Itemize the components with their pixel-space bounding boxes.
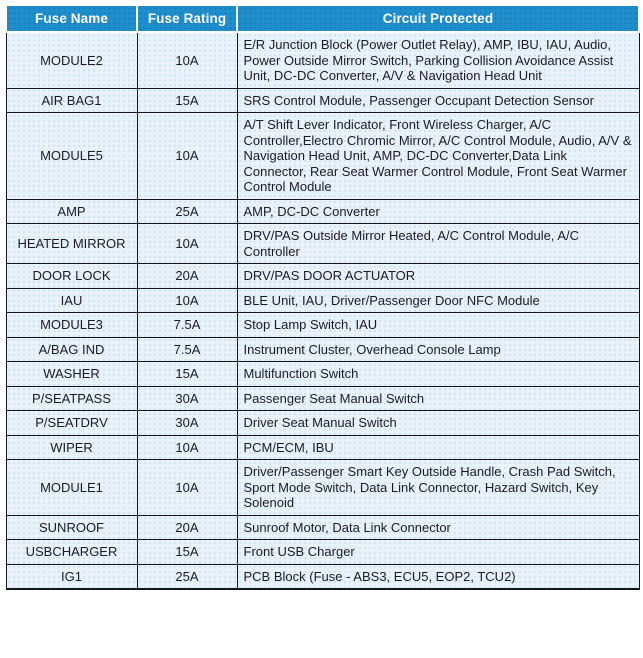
table-row bbox=[6, 564, 639, 589]
fuse-name-cell: DOOR LOCK bbox=[6, 264, 137, 289]
table-row bbox=[6, 540, 639, 565]
fuse-table-header bbox=[6, 5, 639, 32]
circuit-protected-cell: BLE Unit, IAU, Driver/Passenger Door NFC Module bbox=[237, 288, 639, 313]
fuse-rating-cell: 10A bbox=[137, 224, 237, 264]
fuse-name-cell: P/SEATPASS bbox=[6, 386, 137, 411]
table-row bbox=[6, 88, 639, 113]
circuit-protected-cell: PCM/ECM, IBU bbox=[237, 435, 639, 460]
fuse-name-cell: MODULE3 bbox=[6, 313, 137, 338]
fuse-name-cell: USBCHARGER bbox=[6, 540, 137, 565]
table-row bbox=[6, 411, 639, 436]
circuit-protected-cell: Front USB Charger bbox=[237, 540, 639, 565]
fuse-name-cell: A/BAG IND bbox=[6, 337, 137, 362]
table-row bbox=[6, 313, 639, 338]
circuit-protected-cell: Driver/Passenger Smart Key Outside Handle, Crash Pad Switch, Sport Mode Switch, Data Link Connector, Hazard Switch, Key Solenoid bbox=[237, 460, 639, 516]
circuit-protected-cell: Sunroof Motor, Data Link Connector bbox=[237, 515, 639, 540]
fuse-name-cell: SUNROOF bbox=[6, 515, 137, 540]
table-row bbox=[6, 199, 639, 224]
fuse-name-cell: MODULE2 bbox=[6, 32, 137, 88]
fuse-rating-cell: 10A bbox=[137, 32, 237, 88]
fuse-table-body bbox=[6, 32, 639, 589]
circuit-protected-cell: Multifunction Switch bbox=[237, 362, 639, 387]
column-header-fuse-rating: Fuse Rating bbox=[137, 5, 237, 32]
table-row bbox=[6, 288, 639, 313]
circuit-protected-cell: Passenger Seat Manual Switch bbox=[237, 386, 639, 411]
fuse-name-cell: MODULE5 bbox=[6, 113, 137, 200]
table-row bbox=[6, 515, 639, 540]
circuit-protected-cell: AMP, DC-DC Converter bbox=[237, 199, 639, 224]
fuse-table bbox=[5, 4, 640, 590]
fuse-name-cell: WASHER bbox=[6, 362, 137, 387]
fuse-rating-cell: 25A bbox=[137, 199, 237, 224]
fuse-rating-cell: 10A bbox=[137, 288, 237, 313]
fuse-name-cell: WIPER bbox=[6, 435, 137, 460]
table-row bbox=[6, 264, 639, 289]
table-row bbox=[6, 386, 639, 411]
fuse-rating-cell: 20A bbox=[137, 515, 237, 540]
fuse-name-cell: IAU bbox=[6, 288, 137, 313]
circuit-protected-cell: Driver Seat Manual Switch bbox=[237, 411, 639, 436]
circuit-protected-cell: Instrument Cluster, Overhead Console Lamp bbox=[237, 337, 639, 362]
header-row bbox=[6, 5, 639, 32]
circuit-protected-cell: DRV/PAS Outside Mirror Heated, A/C Control Module, A/C Controller bbox=[237, 224, 639, 264]
fuse-rating-cell: 25A bbox=[137, 564, 237, 589]
table-row bbox=[6, 362, 639, 387]
fuse-name-cell: AMP bbox=[6, 199, 137, 224]
table-row bbox=[6, 224, 639, 264]
circuit-protected-cell: Stop Lamp Switch, IAU bbox=[237, 313, 639, 338]
circuit-protected-cell: E/R Junction Block (Power Outlet Relay), AMP, IBU, IAU, Audio, Power Outside Mirror Switch, Parking Collision Avoidance Assist Unit, DC-DC Converter, A/V & Navigation Head Unit bbox=[237, 32, 639, 88]
fuse-rating-cell: 10A bbox=[137, 460, 237, 516]
fuse-rating-cell: 20A bbox=[137, 264, 237, 289]
column-header-circuit-protected: Circuit Protected bbox=[237, 5, 639, 32]
fuse-name-cell: MODULE1 bbox=[6, 460, 137, 516]
fuse-rating-cell: 15A bbox=[137, 88, 237, 113]
fuse-rating-cell: 10A bbox=[137, 113, 237, 200]
table-row bbox=[6, 460, 639, 516]
fuse-name-cell: HEATED MIRROR bbox=[6, 224, 137, 264]
fuse-rating-cell: 30A bbox=[137, 411, 237, 436]
circuit-protected-cell: DRV/PAS DOOR ACTUATOR bbox=[237, 264, 639, 289]
table-row bbox=[6, 435, 639, 460]
fuse-rating-cell: 15A bbox=[137, 362, 237, 387]
fuse-name-cell: IG1 bbox=[6, 564, 137, 589]
fuse-name-cell: AIR BAG1 bbox=[6, 88, 137, 113]
fuse-rating-cell: 7.5A bbox=[137, 337, 237, 362]
table-row bbox=[6, 337, 639, 362]
fuse-name-cell: P/SEATDRV bbox=[6, 411, 137, 436]
table-row bbox=[6, 113, 639, 200]
table-row bbox=[6, 32, 639, 88]
fuse-rating-cell: 30A bbox=[137, 386, 237, 411]
fuse-rating-cell: 15A bbox=[137, 540, 237, 565]
circuit-protected-cell: PCB Block (Fuse - ABS3, ECU5, EOP2, TCU2) bbox=[237, 564, 639, 589]
fuse-rating-cell: 7.5A bbox=[137, 313, 237, 338]
fuse-rating-cell: 10A bbox=[137, 435, 237, 460]
column-header-fuse-name: Fuse Name bbox=[6, 5, 137, 32]
circuit-protected-cell: A/T Shift Lever Indicator, Front Wireless Charger, A/C Controller,Electro Chromic Mirror, A/C Control Module, Audio, A/V & Navigation Head Unit, AMP, DC-DC Converter,Data Link Connector, Rear Seat Warmer Control Module, Front Seat Warmer Control Module bbox=[237, 113, 639, 200]
circuit-protected-cell: SRS Control Module, Passenger Occupant Detection Sensor bbox=[237, 88, 639, 113]
